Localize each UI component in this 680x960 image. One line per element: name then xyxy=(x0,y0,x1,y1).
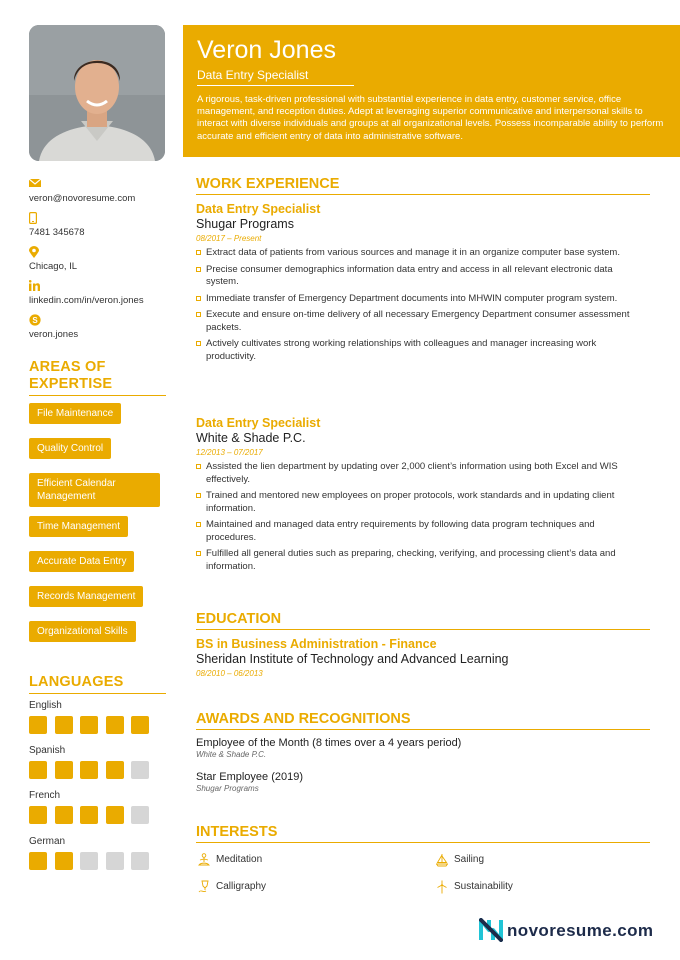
skill-tag: Organizational Skills xyxy=(29,621,136,642)
level-dot-empty xyxy=(131,761,149,779)
level-dot-filled xyxy=(131,716,149,734)
level-dot-empty xyxy=(80,852,98,870)
level-dot-filled xyxy=(80,761,98,779)
award-org: Shugar Programs xyxy=(196,784,259,793)
linkedin-icon xyxy=(29,280,169,294)
skill-tag: File Maintenance xyxy=(29,403,121,424)
level-dot-filled xyxy=(106,806,124,824)
brand-text: novoresume.com xyxy=(507,921,654,940)
level-dot-empty xyxy=(106,852,124,870)
award-org: White & Shade P.C. xyxy=(196,750,267,759)
level-dot-filled xyxy=(29,852,47,870)
profile-photo xyxy=(29,25,165,161)
job-entry xyxy=(196,416,650,577)
list-item: Execute and ensure on-time delivery of all necessary Emergency Department consumer assessment packets. xyxy=(196,309,646,334)
job-title: Data Entry Specialist xyxy=(196,202,321,216)
level-dot-empty xyxy=(131,852,149,870)
list-item: Assisted the lien department by updating over 2,000 client’s information using both Excel and WIS effectively. xyxy=(196,461,646,486)
meditation-icon xyxy=(198,853,210,867)
awards-heading: AWARDS AND RECOGNITIONS xyxy=(196,711,650,730)
interest-item: Sailing xyxy=(436,853,484,867)
envelope-icon xyxy=(29,178,169,192)
header-banner xyxy=(183,25,680,157)
list-item: Fulfilled all general duties such as preparing, checking, verifying, and processing client’s data and information. xyxy=(196,548,646,573)
language-level xyxy=(29,761,169,779)
job-entry xyxy=(196,202,650,367)
award-entry xyxy=(196,771,650,794)
svg-text:S: S xyxy=(32,316,38,325)
level-dot-filled xyxy=(29,716,47,734)
level-dot-filled xyxy=(29,761,47,779)
language-level xyxy=(29,852,169,870)
expertise-list xyxy=(29,403,169,656)
education-heading: EDUCATION xyxy=(196,611,650,630)
education-entry xyxy=(196,637,650,680)
language-french: French xyxy=(29,790,169,824)
wind-turbine-icon xyxy=(436,880,448,894)
skill-tag: Time Management xyxy=(29,516,128,537)
level-dot-filled xyxy=(106,716,124,734)
degree: BS in Business Administration - Finance xyxy=(196,637,437,651)
candidate-title: Data Entry Specialist xyxy=(197,68,354,86)
interest-item: Calligraphy xyxy=(198,880,266,894)
level-dot-filled xyxy=(106,761,124,779)
skill-tag: Quality Control xyxy=(29,438,111,459)
job-bullets xyxy=(196,461,650,573)
language-spanish: Spanish xyxy=(29,745,169,779)
skype-icon xyxy=(29,314,169,328)
list-item: Immediate transfer of Emergency Department documents into MHWIN computer program system. xyxy=(196,293,646,306)
job-company: Shugar Programs xyxy=(196,217,294,231)
award-title: Employee of the Month (8 times over a 4 years period) xyxy=(196,737,462,749)
level-dot-filled xyxy=(55,761,73,779)
contact-location: Chicago, IL xyxy=(29,246,169,280)
calligraphy-pen-icon xyxy=(198,880,210,894)
list-item: Extract data of patients from various sources and manage it in an organize computer base system. xyxy=(196,247,646,260)
list-item: Actively cultivates strong working relationships with colleagues and manager increasing work productivity. xyxy=(196,338,646,363)
interest-item: Meditation xyxy=(198,853,262,867)
contact-linkedin[interactable]: linkedin.com/in/veron.jones xyxy=(29,280,169,314)
language-level xyxy=(29,716,169,734)
level-dot-filled xyxy=(55,852,73,870)
interest-item: Sustainability xyxy=(436,880,513,894)
languages-heading: LANGUAGES xyxy=(29,674,166,694)
novoresume-logo-icon xyxy=(479,918,503,942)
job-bullets xyxy=(196,247,650,363)
novoresume-logo[interactable] xyxy=(479,918,654,944)
list-item: Precise consumer demographics information data entry and access in all relevant electronic data system. xyxy=(196,264,646,289)
interests-heading: INTERESTS xyxy=(196,824,650,843)
level-dot-filled xyxy=(55,716,73,734)
language-level xyxy=(29,806,169,824)
list-item: Maintained and managed data entry requirements by following data program techniques and procedures. xyxy=(196,519,646,544)
candidate-name: Veron Jones xyxy=(197,36,336,64)
award-entry xyxy=(196,737,650,760)
level-dot-filled xyxy=(80,806,98,824)
profile-summary: A rigorous, task-driven professional with substantial experience in data entry, customer service, office management, and reception duties. Adept at leveraging superior communicative and interpersonal skills to interact with diverse individuals and groups at all organizational levels. Possess incomparable ability to perform accurate and efficient entry of data into administrative software. xyxy=(197,94,664,142)
contact-skype[interactable]: S veron.jones xyxy=(29,314,169,348)
job-title: Data Entry Specialist xyxy=(196,416,321,430)
level-dot-filled xyxy=(55,806,73,824)
contact-email[interactable]: veron@novoresume.com xyxy=(29,178,169,212)
work-experience-heading: WORK EXPERIENCE xyxy=(196,176,650,195)
level-dot-empty xyxy=(131,806,149,824)
list-item: Trained and mentored new employees on proper protocols, work standards and in updating client information. xyxy=(196,490,646,515)
job-company: White & Shade P.C. xyxy=(196,431,306,445)
job-dates: 08/2017 – Present xyxy=(196,234,262,243)
skill-tag: Accurate Data Entry xyxy=(29,551,134,572)
skill-tag: Records Management xyxy=(29,586,143,607)
contact-phone[interactable]: 7481 345678 xyxy=(29,212,169,246)
school: Sheridan Institute of Technology and Advanced Learning xyxy=(196,652,509,666)
job-dates: 12/2013 – 07/2017 xyxy=(196,448,263,457)
expertise-heading: AREAS OF EXPERTISE xyxy=(29,359,166,396)
location-pin-icon xyxy=(29,246,169,260)
award-title: Star Employee (2019) xyxy=(196,771,303,783)
level-dot-filled xyxy=(29,806,47,824)
phone-icon xyxy=(29,212,169,226)
language-german: German xyxy=(29,836,169,870)
language-english: English xyxy=(29,700,169,734)
level-dot-filled xyxy=(80,716,98,734)
education-dates: 08/2010 – 06/2013 xyxy=(196,669,263,678)
sailboat-icon xyxy=(436,853,448,867)
contact-list xyxy=(29,178,169,348)
skill-tag: Efficient Calendar Management xyxy=(29,473,160,507)
